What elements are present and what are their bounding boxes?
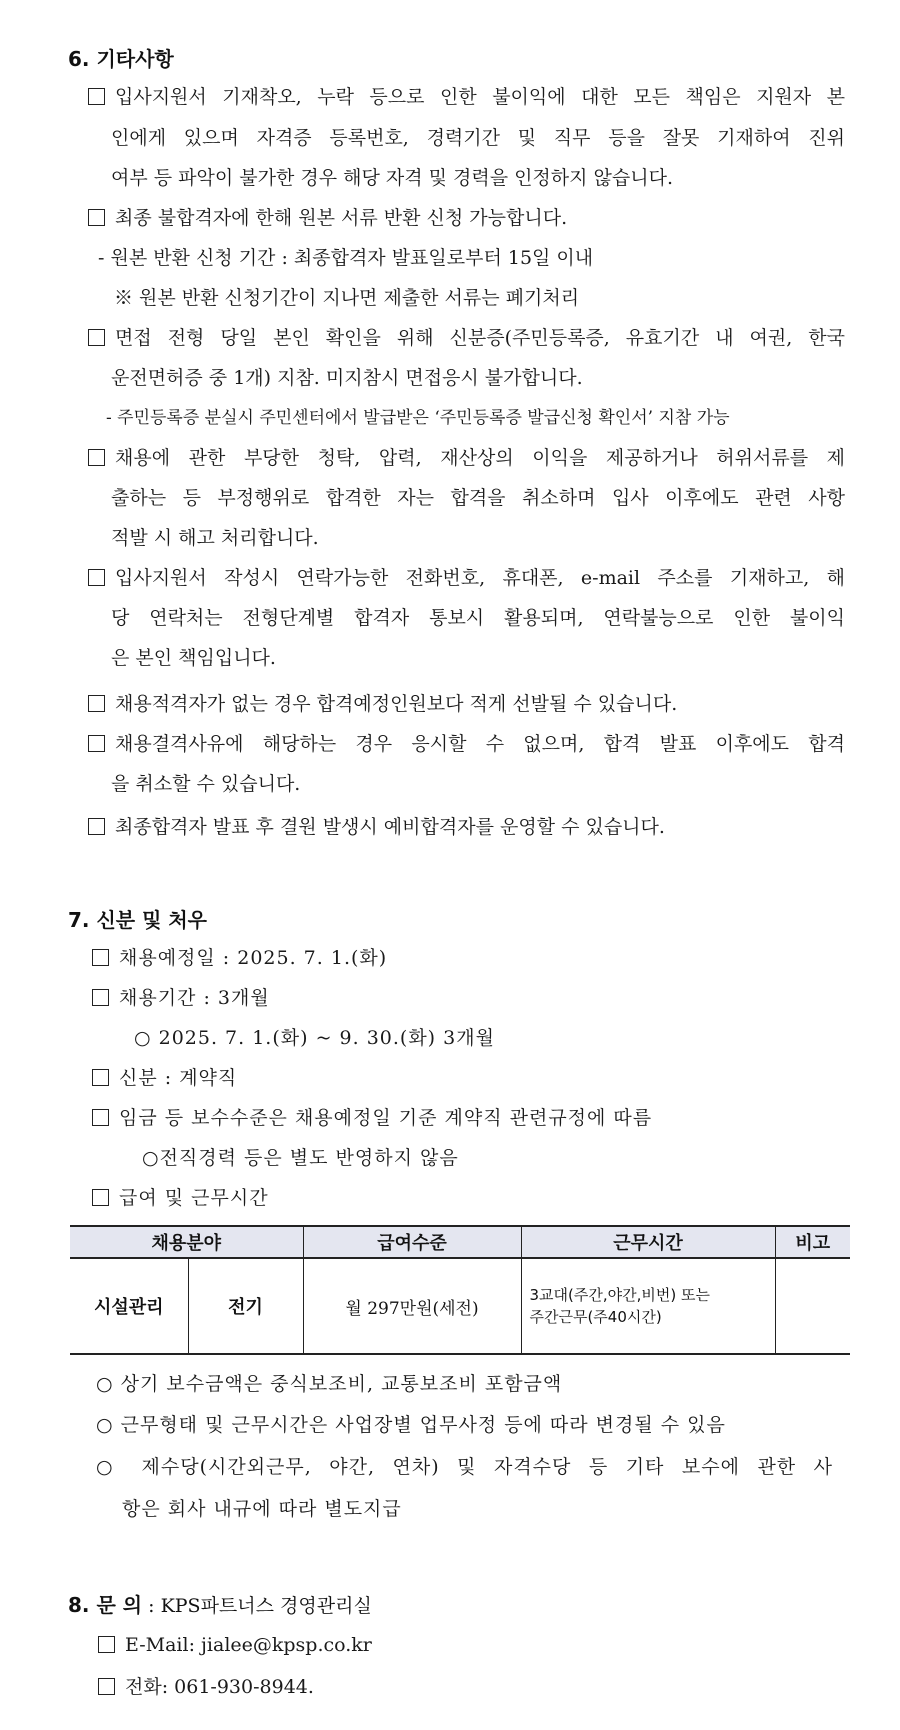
contact-phone: 전화: 061-930-8944. — [98, 1672, 314, 1702]
checkbox-icon — [92, 949, 109, 966]
s6-item7-line1: 채용에 관한 부당한 청탁, 압력, 재산상의 이익을 제공하거나 허위서류를 제 — [88, 443, 845, 473]
contact-org: : KPS파트너스 경영관리실 — [142, 1595, 372, 1617]
checkbox-icon — [88, 695, 105, 712]
s6-item5-line2: 운전면허증 중 1개) 지참. 미지참시 면접응시 불가합니다. — [111, 367, 583, 389]
header-field: 채용분야 — [70, 1226, 303, 1258]
checkbox-icon — [88, 569, 105, 586]
s6-item8-line1: 입사지원서 작성시 연락가능한 전화번호, 휴대폰, e-mail 주소를 기재하고, 해 — [88, 563, 845, 593]
s6-item7-line3: 적발 시 해고 처리합니다. — [111, 527, 319, 549]
s6-item9: 채용적격자가 없는 경우 합격예정인원보다 적게 선발될 수 있습니다. — [88, 689, 677, 719]
s7-career-note: ○전직경력 등은 별도 반영하지 않음 — [142, 1147, 459, 1169]
s7-pay-hours: 급여 및 근무시간 — [92, 1183, 269, 1213]
s7-start-date: 채용예정일 : 2025. 7. 1.(화) — [92, 943, 387, 973]
hours-line2: 주간근무(주40시간) — [529, 1308, 662, 1326]
cell-field: 시설관리 — [70, 1258, 188, 1354]
cell-pay: 월 297만원(세전) — [303, 1258, 521, 1354]
checkbox-icon — [88, 88, 105, 105]
s6-item11: 최종합격자 발표 후 결원 발생시 예비합격자를 운영할 수 있습니다. — [88, 812, 665, 842]
s6-item2: 최종 불합격자에 한해 원본 서류 반환 신청 가능합니다. — [88, 203, 567, 233]
s7-period: 채용기간 : 3개월 — [92, 983, 270, 1013]
s7-note3-line1: ○ 제수당(시간외근무, 야간, 연차) 및 자격수당 등 기타 보수에 관한 사 — [96, 1456, 833, 1478]
s6-item8-line3: 은 본인 책임입니다. — [111, 647, 276, 669]
s7-period-detail: ○ 2025. 7. 1.(화) ~ 9. 30.(화) 3개월 — [134, 1027, 495, 1049]
table-row — [70, 1258, 850, 1354]
checkbox-icon — [88, 449, 105, 466]
s6-item1-line2: 인에게 있으며 자격증 등록번호, 경력기간 및 직무 등을 잘못 기재하여 진위 — [111, 127, 845, 149]
s6-item1-line1: 입사지원서 기재착오, 누락 등으로 인한 불이익에 대한 모든 책임은 지원자 본 — [88, 82, 845, 112]
hours-line1: 3교대(주간,야간,비번) 또는 — [529, 1286, 710, 1304]
table-header-row — [70, 1226, 850, 1258]
header-hours: 근무시간 — [521, 1226, 775, 1258]
checkbox-icon — [92, 1069, 109, 1086]
s6-item3: - 원본 반환 신청 기간 : 최종합격자 발표일로부터 15일 이내 — [98, 247, 594, 269]
s6-item6: - 주민등록증 분실시 주민센터에서 발급받은 ‘주민등록증 발급신청 확인서’ 지참 가능 — [106, 408, 730, 428]
cell-subfield: 전기 — [188, 1258, 303, 1354]
checkbox-icon — [98, 1636, 115, 1653]
s7-note1: ○ 상기 보수금액은 중식보조비, 교통보조비 포함금액 — [96, 1373, 563, 1395]
checkbox-icon — [92, 1189, 109, 1206]
s7-note3-line2: 항은 회사 내규에 따라 별도지급 — [122, 1498, 402, 1520]
s6-item8-line2: 당 연락처는 전형단계별 합격자 통보시 활용되며, 연락불능으로 인한 불이익 — [111, 607, 845, 629]
header-pay: 급여수준 — [303, 1226, 521, 1258]
checkbox-icon — [88, 818, 105, 835]
checkbox-icon — [98, 1678, 115, 1695]
s7-wage: 임금 등 보수수준은 채용예정일 기준 계약직 관련규정에 따름 — [92, 1103, 652, 1133]
cell-hours — [521, 1258, 775, 1354]
s7-note2: ○ 근무형태 및 근무시간은 사업장별 업무사정 등에 따라 변경될 수 있음 — [96, 1414, 726, 1436]
checkbox-icon — [92, 989, 109, 1006]
section-7-heading: 7. 신분 및 처우 — [68, 908, 208, 932]
section-6-heading: 6. 기타사항 — [68, 47, 174, 71]
s6-item1-line3: 여부 등 파악이 불가한 경우 해당 자격 및 경력을 인정하지 않습니다. — [111, 167, 673, 189]
s6-item4: ※ 원본 반환 신청기간이 지나면 제출한 서류는 폐기처리 — [114, 287, 580, 309]
checkbox-icon — [88, 209, 105, 226]
checkbox-icon — [92, 1109, 109, 1126]
checkbox-icon — [88, 329, 105, 346]
cell-note — [775, 1258, 850, 1354]
s6-item10-line2: 을 취소할 수 있습니다. — [111, 773, 301, 795]
s6-item5-line1: 면접 전형 당일 본인 확인을 위해 신분증(주민등록증, 유효기간 내 여권, 한국 — [88, 323, 845, 353]
checkbox-icon — [88, 735, 105, 752]
pay-table — [70, 1225, 850, 1355]
header-note: 비고 — [775, 1226, 850, 1258]
section-8-heading: 8. 문 의 : KPS파트너스 경영관리실 — [68, 1593, 372, 1617]
s6-item7-line2: 출하는 등 부정행위로 합격한 자는 합격을 취소하며 입사 이후에도 관련 사항 — [111, 487, 845, 509]
s7-status: 신분 : 계약직 — [92, 1063, 237, 1093]
contact-email: E-Mail: jialee@kpsp.co.kr — [98, 1630, 372, 1660]
s6-item10-line1: 채용결격사유에 해당하는 경우 응시할 수 없으며, 합격 발표 이후에도 합격 — [88, 729, 845, 759]
